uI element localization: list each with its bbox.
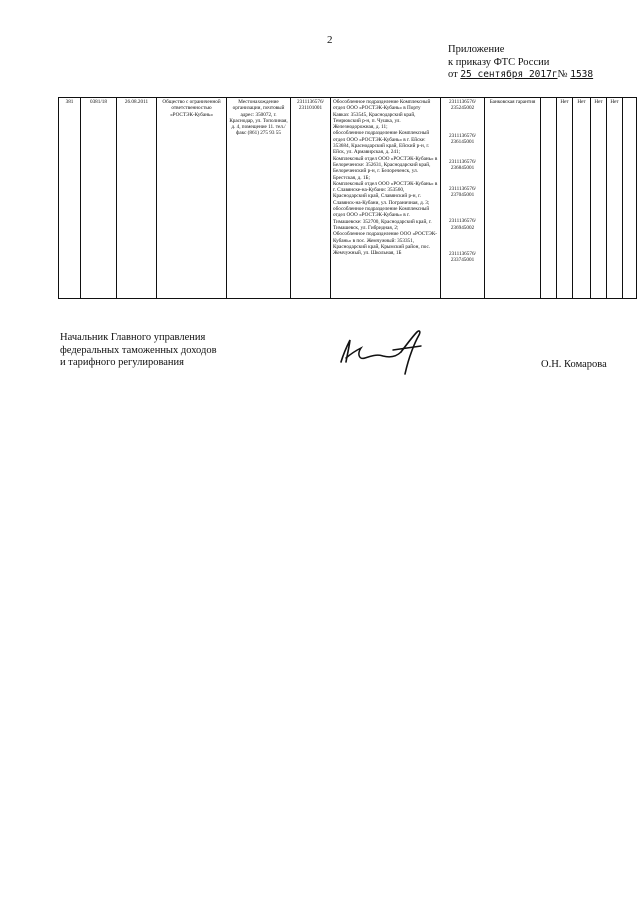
handwritten-signature — [335, 326, 435, 378]
order-date: 25 сентября 2017г — [460, 69, 558, 80]
subdivision-item: обособленное подразделение Комплексный отдел ООО «РОСТЭК-Кубань» в г. Ейске: 353684, Краснодарский край, Ейский р-н, г. Ейск, ул. Армавирская, д. 241; — [333, 130, 430, 156]
registration-number: 0381/18 — [81, 98, 117, 299]
flag-d: Нет — [607, 98, 623, 299]
flag-a: Нет — [557, 98, 573, 299]
subdivision-item: Обособленное подразделение Комплексный отдел ООО «РОСТЭК-Кубань» в Порту Кавказ: 353545, Краснодарский край, Темрюкский р-н, п. Чушка, ул. Железнодорожная, д. 11; — [333, 99, 431, 131]
organization-address: Местонахождение организации, почтовый адрес: 350072, г. Краснодар, ул. Тополиная, д. 4, помещение 11. тел./факс (861) 275 93 55 — [227, 98, 291, 299]
signatory-title-line: федеральных таможенных доходов — [60, 344, 217, 356]
guarantee-type: Банковская гарантия — [485, 98, 541, 299]
registration-date: 26.08.2011 — [117, 98, 157, 299]
signatory-title-line: Начальник Главного управления — [60, 332, 206, 343]
empty-cell — [541, 98, 557, 299]
inn-kpp: 2311136576/ 231101001 — [291, 98, 331, 299]
subdivision-kpp: 2311136576/ 237045001 — [449, 185, 476, 199]
subdivision-item: Комплексный отдел ООО «РОСТЭК-Кубань» в Белореченске: 352631, Краснодарский край, Белореченский р-н, г. Белореченск, ул. Брестская, д. 1Б; — [333, 155, 438, 181]
appendix-date-line — [448, 69, 593, 82]
order-number: 1538 — [570, 69, 594, 80]
subdivisions-cell — [331, 98, 441, 299]
signatory-name: О.Н. Комарова — [541, 359, 607, 370]
row-number: 381 — [59, 98, 81, 299]
subdivision-item: Комплексный отдел ООО «РОСТЭК-Кубань» в г. Славянске-на-Кубани: 353560, Краснодарский край, Славянский р-н, г. Славянск-на-Кубани, ул. Пограничная, д. 3; — [333, 180, 438, 206]
number-sign: № — [557, 69, 568, 80]
subdivision-kpp: 2311136576/ 236145001 — [449, 132, 476, 145]
register-table — [58, 97, 637, 299]
flag-b: Нет — [573, 98, 591, 299]
page-number: 2 — [327, 34, 333, 46]
organization-name: Общество с ограниченной ответственностью «РОСТЭК-Кубань» — [157, 98, 227, 299]
flag-c: Нет — [591, 98, 607, 299]
table-row — [59, 98, 637, 299]
subdivision-kpp: 2311136576/ 235245002 — [449, 99, 476, 112]
subdivision-item: Обособленное подразделение ООО «РОСТЭК-Кубань» в пос. Жемчужный: 353351, Краснодарский край, Крымский район, пос. Жемчужный, ул. Школьная, 1Б — [333, 231, 438, 257]
signatory-title-line: и тарифного регулирования — [60, 357, 184, 368]
appendix-order-ref: к приказу ФТС России — [448, 56, 550, 68]
subdivision-kpp: 2311136576/ 233745001 — [449, 250, 476, 264]
subdivision-kpp-cell — [441, 98, 485, 299]
empty-cell — [623, 98, 637, 299]
signatory-title — [60, 332, 217, 370]
subdivision-kpp: 2311136576/ 236945002 — [449, 218, 476, 231]
subdivision-kpp: 2311136576/ 236845001 — [449, 159, 476, 172]
date-prefix: от — [448, 69, 458, 80]
appendix-header — [448, 44, 593, 82]
appendix-title: Приложение — [448, 44, 505, 55]
subdivision-item: обособленное подразделение Комплексный отдел ООО «РОСТЭК-Кубань» в г. Тимашевске: 352700, Краснодарский край, г. Тимашевск, ул. Гибридная, 2; — [333, 206, 432, 231]
